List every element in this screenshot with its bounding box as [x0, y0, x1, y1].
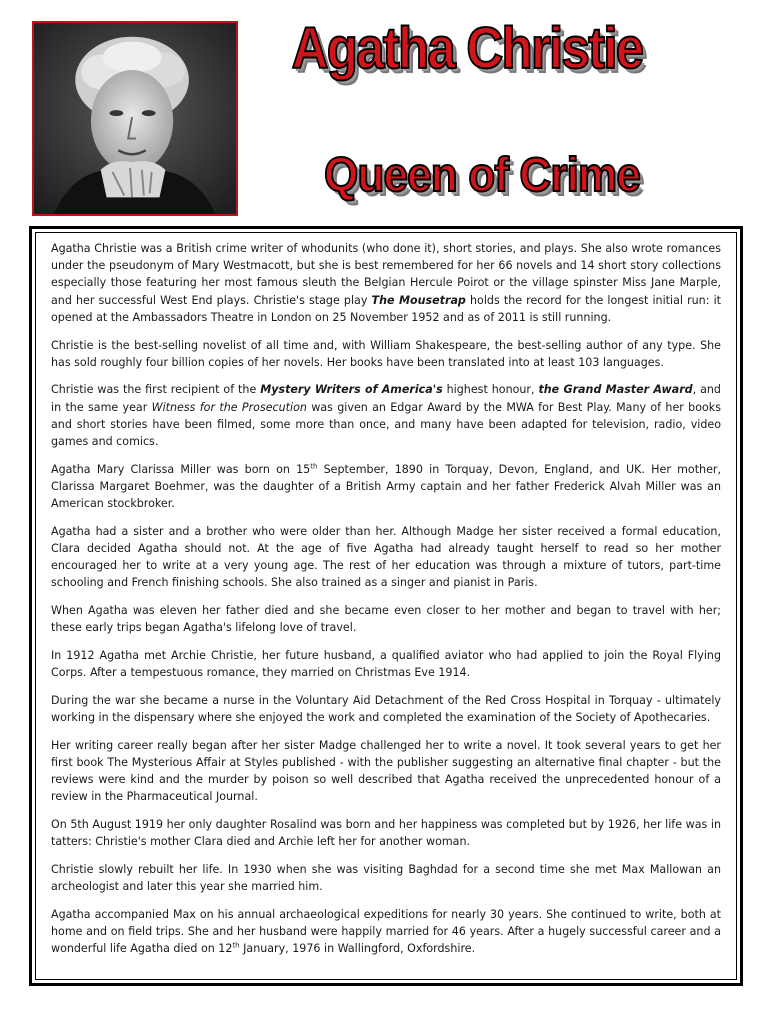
portrait-photo-icon	[34, 23, 236, 214]
text-span: was given an Edgar Award by the MWA for Best Play. Many of her books and short stories have been filmed, some more than once, and many have been adapted for television, radio, video games and comics.	[51, 400, 721, 449]
text-span: Agatha Mary Clarissa Miller was born on 15	[51, 462, 311, 476]
text-frame-inner	[35, 232, 737, 980]
paragraph-1	[51, 240, 721, 326]
paragraph-2: Christie is the best-selling novelist of all time and, with William Shakespeare, the best-selling author of any type. She has sold roughly four billion copies of her novels. Her books have been translated into at least 103 languages.	[51, 338, 721, 369]
text-span: , and in the same year	[51, 383, 721, 414]
text-span: Agatha accompanied Max on his annual archaeological expeditions for nearly 30 years. She continued to write, both at home and on field trips. She and her husband were happily married for 46 years. After a hugely successful career and a wonderful life Agatha died on 12	[51, 908, 721, 956]
paragraph-6: When Agatha was eleven her father died and she became even closer to her mother and began to travel with her; these early trips began Agatha's lifelong love of travel.	[51, 604, 721, 635]
play-title: Witness for the Prosecution	[151, 400, 307, 414]
organization-name: Mystery Writers of America's	[260, 383, 443, 397]
text-frame	[29, 226, 743, 986]
text-span: Christie was the first recipient of the	[51, 383, 261, 397]
text-span: highest honour,	[442, 383, 539, 397]
text-span: September, 1890 in Torquay, Devon, England, and UK. Her mother, Clarissa Margaret Boehmer, was the daughter of a British Army captain and her father Frederick Alvah Miller was an American stockbroker.	[51, 462, 721, 511]
award-name: the Grand Master Award	[538, 383, 693, 397]
paragraph-5: Agatha had a sister and a brother who were older than her. Although Madge her sister received a formal education, Clara decided Agatha should not. At the age of five Agatha had already taught herself to read so her mother encouraged her to write at a very young age. The rest of her education was through a mixture of tutors, part-time schooling and French finishing schools. She also trained as a singer and pianist in Paris.	[51, 524, 721, 590]
paragraph-12	[51, 906, 721, 958]
portrait-photo	[32, 21, 238, 216]
paragraph-7: In 1912 Agatha met Archie Christie, her future husband, a qualified aviator who had applied to join the Royal Flying Corps. After a tempestuous romance, they married on Christmas Eve 1914.	[51, 649, 721, 680]
paragraph-10: On 5th August 1919 her only daughter Rosalind was born and her happiness was completed but by 1926, her life was in tatters: Christie's mother Clara died and Archie left her for another woman.	[51, 818, 721, 849]
ordinal-suffix: th	[232, 941, 240, 950]
text-span: Agatha Christie was a British crime writer of whodunits (who done it), short stories, and plays. She also wrote romances under the pseudonym of Mary Westmacott, but she is best remembered for her 66 novels and 14 short story collections especially those featuring her most famous sleuth the Belgian Hercule Poirot or the village spinster Miss Jane Marple, and her successful West End plays. Christie's stage play	[51, 242, 721, 307]
play-title: The Mousetrap	[371, 293, 466, 307]
paragraph-9: Her writing career really began after her sister Madge challenged her to write a novel. It took several years to get her first book The Mysterious Affair at Styles published - with the publisher suggesting an alternative final chapter - but the reviews were kind and the murder by poison so well described that Agatha received the unprecedented honour of a review in the Pharmaceutical Journal.	[51, 738, 721, 804]
page-subtitle: Queen of Crime	[324, 149, 640, 202]
ordinal-suffix: th	[310, 462, 318, 471]
text-span: holds the record for the longest initial run: it opened at the Ambassadors Theatre in London on 25 November 1952 and as of 2011 is still running.	[51, 293, 721, 324]
paragraph-4	[51, 461, 721, 513]
page-title: Agatha Christie	[291, 16, 643, 81]
paragraph-3	[51, 381, 721, 450]
text-span: January, 1976 in Wallingford, Oxfordshire.	[239, 942, 476, 956]
paragraph-11: Christie slowly rebuilt her life. In 1930 when she was visiting Baghdad for a second time she met Max Mallowan an archeologist and later this year she married him.	[51, 863, 721, 894]
paragraph-8: During the war she became a nurse in the Voluntary Aid Detachment of the Red Cross Hospital in Torquay - ultimately working in the dispensary where she enjoyed the work and completed the examination of the Society of Apothecaries.	[51, 693, 721, 725]
